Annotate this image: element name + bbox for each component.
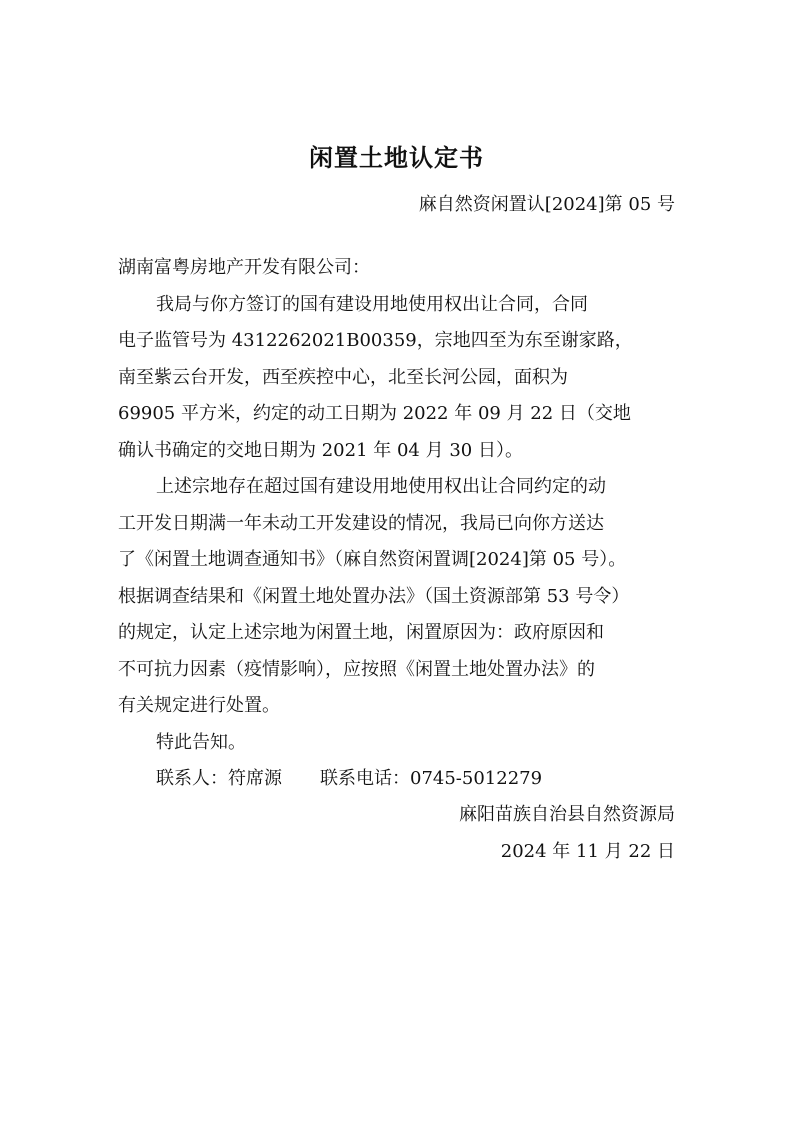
addressee: 湖南富粤房地产开发有限公司： — [118, 257, 370, 278]
document-title: 闲置土地认定书 — [309, 144, 484, 172]
paragraph-2-line: 上述宗地存在超过国有建设用地使用权出让合同约定的动 — [156, 476, 606, 497]
paragraph-1-line: 我局与你方签订的国有建设用地使用权出让合同，合同 — [156, 293, 588, 315]
paragraph-2-line: 根据调查结果和《闲置土地处置办法》（国土资源部第 53 号令） — [118, 585, 630, 607]
paragraph-2-line: 有关规定进行处置。 — [118, 695, 280, 716]
signature-block — [459, 797, 675, 870]
issue-date: 2024 年 11 月 22 日 — [500, 840, 675, 862]
notice-text: 特此告知。 — [156, 731, 246, 753]
paragraph-2-line: 的规定，认定上述宗地为闲置土地，闲置原因为：政府原因和 — [118, 622, 604, 643]
paragraph-2-line: 工开发日期满一年未动工开发建设的情况，我局已向你方送达 — [118, 512, 604, 534]
contact-line — [118, 761, 678, 798]
paragraph-2-line: 不可抗力因素（疫情影响），应按照《闲置土地处置办法》的 — [118, 658, 595, 680]
contact-person: 联系人：符席源 — [156, 768, 282, 789]
paragraph-1-line: 电子监管号为 4312262021B00359，宗地四至为东至谢家路， — [118, 330, 633, 351]
paragraph-2-line: 了《闲置土地调查通知书》（麻自然资闲置调[2024]第 05 号）。 — [118, 549, 627, 570]
document-body — [118, 250, 678, 798]
issuing-organization: 麻阳苗族自治县自然资源局 — [459, 804, 675, 825]
paragraph-1-line: 南至紫云台开发，西至疾控中心，北至长河公园，面积为 — [118, 366, 568, 388]
paragraph-1-line: 确认书确定的交地日期为 2021 年 04 月 30 日）。 — [118, 439, 523, 461]
paragraph-1-line: 69905 平方米，约定的动工日期为 2022 年 09 月 22 日（交地 — [118, 403, 631, 424]
document-number: 麻自然资闲置认[2024]第 05 号 — [418, 194, 675, 215]
contact-phone: 联系电话：0745-5012279 — [320, 768, 543, 789]
